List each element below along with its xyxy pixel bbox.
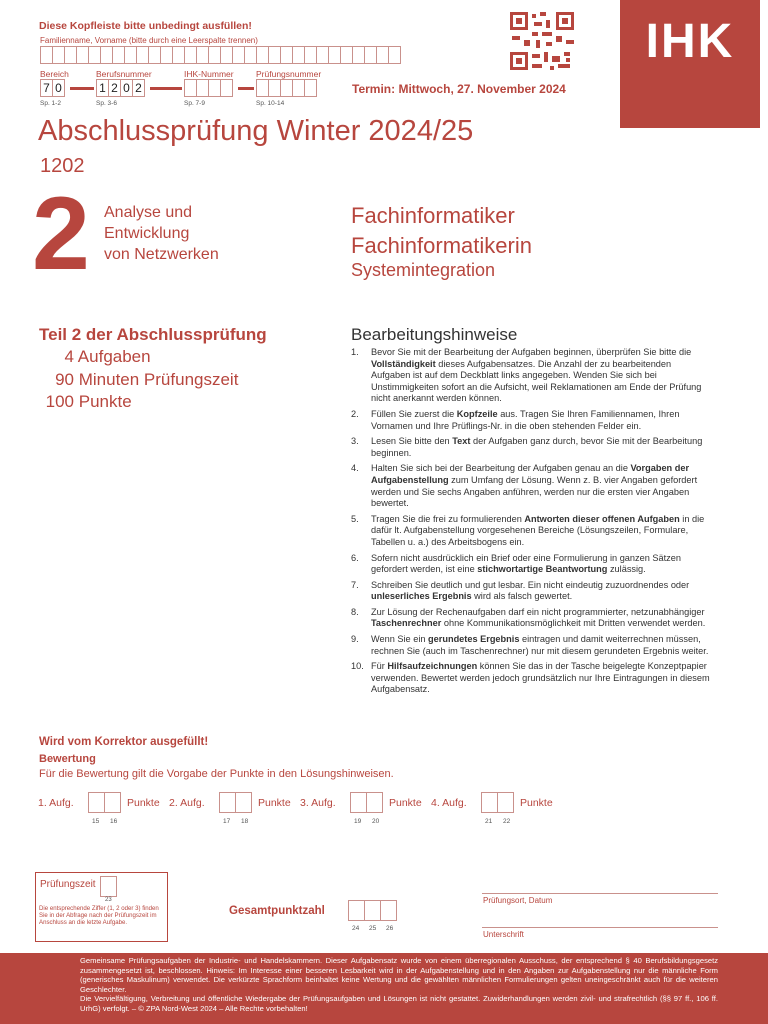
hint-emphasis: gerundetes Ergebnis — [428, 634, 520, 645]
col-number: 21 — [485, 818, 493, 825]
points-unit: Punkte — [127, 797, 160, 809]
hint-emphasis: stichwortartige Beantwortung — [477, 564, 608, 575]
hints-list — [351, 347, 711, 700]
profession-line: Fachinformatiker — [351, 203, 515, 228]
name-cell — [388, 46, 401, 64]
task-label: 1. Aufg. — [38, 797, 74, 809]
score-digit — [481, 792, 498, 813]
name-field[interactable] — [40, 46, 400, 64]
hint-text: Füllen Sie zuerst die — [371, 408, 457, 419]
hint-text: dieses Aufgabensatzes. Die Anzahl der zu bearbeitenden Aufgaben ist auf dem Deckblatt links angegeben. Wenden Sie sich bei Unstimmigkeiten sofort an die Aufsicht, weil Reklamationen am Ende der Prüfung nicht anerkannt werden können. — [371, 358, 702, 404]
time-label: Minuten Prüfungszeit — [78, 369, 239, 389]
hint-text: Lesen Sie bitte den — [371, 436, 453, 447]
score-digit — [235, 792, 252, 813]
hint-number: 6. — [351, 552, 359, 563]
subject-line: Analyse und — [104, 204, 193, 221]
col-number: 15 — [92, 818, 100, 825]
ihk-digit — [220, 79, 233, 97]
pruefungszeit-panel — [35, 872, 168, 942]
exam-code: 1202 — [40, 155, 85, 177]
score-digit — [104, 792, 121, 813]
pruefungszeit-input[interactable] — [100, 876, 117, 897]
task-score-input[interactable] — [350, 792, 382, 813]
ihk-nummer-label: IHK-Nummer — [184, 69, 234, 79]
gesamt-digit — [380, 900, 397, 921]
hint-number: 9. — [351, 634, 359, 645]
task-score-input[interactable] — [88, 792, 120, 813]
hint-text: ohne Kommunikationsmöglichkeit mit Dritten verwendet werden. — [441, 618, 706, 629]
points-unit: Punkte — [520, 797, 553, 809]
ihk-nummer-field[interactable] — [184, 79, 232, 97]
separator-bar — [238, 87, 254, 90]
task-label: 2. Aufg. — [169, 797, 205, 809]
hint-number: 7. — [351, 579, 359, 590]
bereich-digit: 0 — [52, 79, 65, 97]
tasks-label: Aufgaben — [77, 347, 151, 366]
hint-item — [351, 463, 711, 509]
col-number: 16 — [110, 818, 118, 825]
hint-emphasis: Vollständigkeit — [371, 358, 436, 369]
footer-band — [0, 953, 768, 1024]
berufsnummer-field[interactable] — [96, 79, 144, 97]
hints-heading: Bearbeitungshinweise — [351, 325, 518, 344]
pruefungsnummer-digit — [304, 79, 317, 97]
hint-text: Wenn Sie ein — [371, 634, 429, 645]
score-digit — [88, 792, 105, 813]
part-number: 2 — [32, 176, 90, 292]
exam-date: Termin: Mittwoch, 27. November 2024 — [352, 82, 566, 96]
hint-item — [351, 436, 711, 459]
ihk-logo-text: IHK — [645, 15, 735, 68]
hint-text: Zur Lösung der Rechenaufgaben darf ein nicht programmierter, netzunabhängiger — [371, 606, 705, 617]
bereich-label: Bereich — [40, 69, 69, 79]
profession — [351, 201, 532, 261]
task-score-input[interactable] — [219, 792, 251, 813]
footer-line: Gemeinsame Prüfungsaufgaben der Industrie- und Handelskammern. Dieser Aufgabensatz wurde von einem überregionalen Ausschuss, der entsprechend § 40 Berufsbildungsgesetz zusammengesetzt ist, beschlossen. Hinweis: Im Interesse einer besseren Lesbarkeit wird in der Aufgabenstellung und in den Angaben zur Aufgabenstellung nur die männliche Form (generisches Maskulinum) verwendet. Die verkürzte Sprachform beinhaltet keine Wertung und die gewählten männlichen Formulierungen gelten uneingeschränkt auch für die weiteren Geschlechter. — [80, 956, 718, 994]
hint-number: 5. — [351, 513, 359, 524]
ort-line[interactable] — [482, 893, 718, 894]
gesamt-col: 25 — [369, 925, 377, 932]
hint-emphasis: Text — [452, 436, 471, 447]
hint-text: eintragen und damit weiterrechnen müssen, rechnen Sie (auch im Taschenrechner) nur mit diesem gerundeten Ergebnis weiter. — [371, 634, 709, 656]
specialization: Systemintegration — [351, 260, 496, 280]
subject-line: von Netzwerken — [104, 246, 219, 263]
hint-emphasis: Antworten dieser offenen Aufgaben — [524, 513, 680, 524]
footer-line: Die Vervielfältigung, Verbreitung und öffentliche Wiedergabe der Prüfungsaufgaben und Lösungen ist nicht gestattet. Zuwiderhandlungen werden zivil- und strafrechtlich (§§ 97 ff., 106 ff. UrhG) verfolgt. – © ZPA Nord-West 2024 – Alle Rechte vorbehalten! — [80, 994, 718, 1013]
header-warning: Diese Kopfleiste bitte unbedingt ausfüllen! — [39, 20, 252, 32]
pruefungsnummer-sp: Sp. 10-14 — [256, 100, 285, 107]
score-digit — [497, 792, 514, 813]
task-score — [169, 791, 300, 831]
subject-line: Entwicklung — [104, 225, 190, 242]
signature-line[interactable] — [482, 927, 718, 928]
berufsnummer-digit: 2 — [108, 79, 121, 97]
hint-emphasis: Hilfsaufzeichnungen — [387, 661, 478, 672]
part-heading: Teil 2 der Abschlussprüfung — [39, 325, 267, 344]
name-field-label: Familienname, Vorname (bitte durch eine Leerspalte trennen) — [40, 36, 258, 45]
hint-item — [351, 553, 711, 576]
pruefungszeit-label: Prüfungszeit — [40, 879, 96, 890]
task-scores — [38, 791, 562, 831]
bewertung-text: Für die Bewertung gilt die Vorgabe der Punkte in den Lösungshinweisen. — [39, 768, 394, 780]
hint-text: zulässig. — [607, 564, 646, 575]
hint-text: Sofern nicht ausdrücklich ein Brief oder eine Formulierung in ganzen Sätzen gefordert werden, ist eine — [371, 552, 681, 575]
berufsnummer-digit: 2 — [132, 79, 145, 97]
hint-number: 1. — [351, 347, 359, 357]
score-digit — [350, 792, 367, 813]
col-number: 17 — [223, 818, 231, 825]
hint-item — [351, 580, 711, 603]
pruefungszeit-note: Die entsprechende Ziffer (1, 2 oder 3) finden Sie in der Abfrage nach der Prüfungszeit im Anschluss an die letzte Aufgabe. — [39, 905, 159, 927]
hint-item — [351, 409, 711, 432]
hint-text: zum Umfang der Lösung. Wenn z. B. vier Angaben gefordert werden und Sie sechs Angaben anführen, werden nur die ersten vier Angaben bewertet. — [371, 474, 698, 509]
exam-summary — [30, 346, 238, 414]
bereich-digit: 7 — [40, 79, 53, 97]
gesamt-col: 26 — [386, 925, 394, 932]
col-number: 22 — [503, 818, 511, 825]
points-label: Punkte — [78, 392, 132, 411]
hint-number: 10. — [351, 661, 364, 672]
footer-text — [80, 956, 718, 1014]
bereich-field[interactable] — [40, 79, 64, 97]
qr-code-icon — [510, 12, 574, 70]
gesamt-input[interactable] — [348, 900, 396, 921]
hint-text: Für — [371, 661, 388, 672]
tasks-count: 4 — [64, 347, 74, 366]
separator-bar — [70, 87, 94, 90]
hint-item — [351, 634, 711, 657]
points-count: 100 — [45, 392, 74, 411]
task-label: 3. Aufg. — [300, 797, 336, 809]
ihk-nummer-sp: Sp. 7-9 — [184, 100, 205, 107]
task-label: 4. Aufg. — [431, 797, 467, 809]
subject — [104, 202, 219, 265]
hint-number: 3. — [351, 436, 359, 447]
gesamt-digit — [364, 900, 381, 921]
ihk-logo — [620, 0, 760, 128]
hint-number: 4. — [351, 463, 359, 474]
exam-title: Abschlussprüfung Winter 2024/25 — [38, 115, 474, 147]
task-score-input[interactable] — [481, 792, 513, 813]
hint-item — [351, 607, 711, 630]
col-number: 20 — [372, 818, 380, 825]
berufsnummer-sp: Sp. 3-6 — [96, 100, 117, 107]
col-number: 19 — [354, 818, 362, 825]
hint-text: Tragen Sie die frei zu formulierenden — [371, 513, 525, 524]
points-unit: Punkte — [389, 797, 422, 809]
hint-text: der Aufgaben ganz durch, bevor Sie mit der Bearbeitung beginnen. — [371, 436, 703, 458]
pruefungsnummer-label: Prüfungsnummer — [256, 69, 322, 79]
hint-number: 8. — [351, 606, 359, 617]
points-unit: Punkte — [258, 797, 291, 809]
task-score — [300, 791, 431, 831]
hint-text: aus. Tragen Sie Ihren Familiennamen, Ihren Vornamen und Ihre Prüflings-Nr. in die oben stehenden Felder ein. — [371, 408, 680, 431]
hint-emphasis: Taschenrechner — [371, 618, 442, 629]
hint-item — [351, 661, 711, 696]
task-score — [431, 791, 562, 831]
hint-text: wird als falsch gewertet. — [471, 591, 573, 602]
bewertung-label: Bewertung — [39, 753, 96, 765]
hint-text: Halten Sie sich bei der Bearbeitung der Aufgaben genau an die — [371, 463, 631, 474]
col-number: 18 — [241, 818, 249, 825]
corrector-note: Wird vom Korrektor ausgefüllt! — [39, 736, 209, 748]
task-score — [38, 791, 169, 831]
hint-text: Schreiben Sie deutlich und gut lesbar. Ein nicht eindeutig zuzuordnendes oder — [371, 579, 690, 590]
gesamt-label: Gesamtpunktzahl — [229, 905, 325, 917]
hint-item — [351, 347, 711, 405]
berufsnummer-label: Berufsnummer — [96, 69, 152, 79]
hint-item — [351, 514, 711, 549]
signature-label: Unterschrift — [483, 930, 524, 939]
hint-emphasis: Kopfzeile — [456, 408, 498, 419]
hint-number: 2. — [351, 408, 359, 419]
hint-text: können Sie das in der Tasche beigelegte Konzeptpapier verwenden. Bewertet werden jedoch grundsätzlich nur Ihre Eintragungen in diesem Aufgabensatz. — [371, 661, 710, 695]
gesamt-col: 24 — [352, 925, 360, 932]
hint-text: Bevor Sie mit der Bearbeitung der Aufgaben beginnen, überprüfen Sie bitte die — [371, 347, 692, 357]
score-digit — [219, 792, 236, 813]
separator-bar — [150, 87, 182, 90]
gesamt-digit — [348, 900, 365, 921]
hint-emphasis: Vorgaben der Aufgabenstellung — [371, 463, 690, 485]
hint-emphasis: unleserliches Ergebnis — [371, 591, 472, 602]
berufsnummer-digit: 1 — [96, 79, 109, 97]
bereich-sp: Sp. 1-2 — [40, 100, 61, 107]
profession-line: Fachinformatikerin — [351, 233, 532, 258]
hint-text: in die dafür lt. Aufgabenstellung vorgesehenen Bereiche (Lösungszeilen, Formulare, Tabellen u. a.) des Arbeitsbogens ein. — [371, 513, 705, 547]
ort-label: Prüfungsort, Datum — [483, 896, 553, 905]
pruefungszeit-col: 23 — [105, 897, 112, 903]
score-digit — [366, 792, 383, 813]
berufsnummer-digit: 0 — [120, 79, 133, 97]
pruefungsnummer-field[interactable] — [256, 79, 316, 97]
time-count: 90 — [55, 369, 74, 389]
